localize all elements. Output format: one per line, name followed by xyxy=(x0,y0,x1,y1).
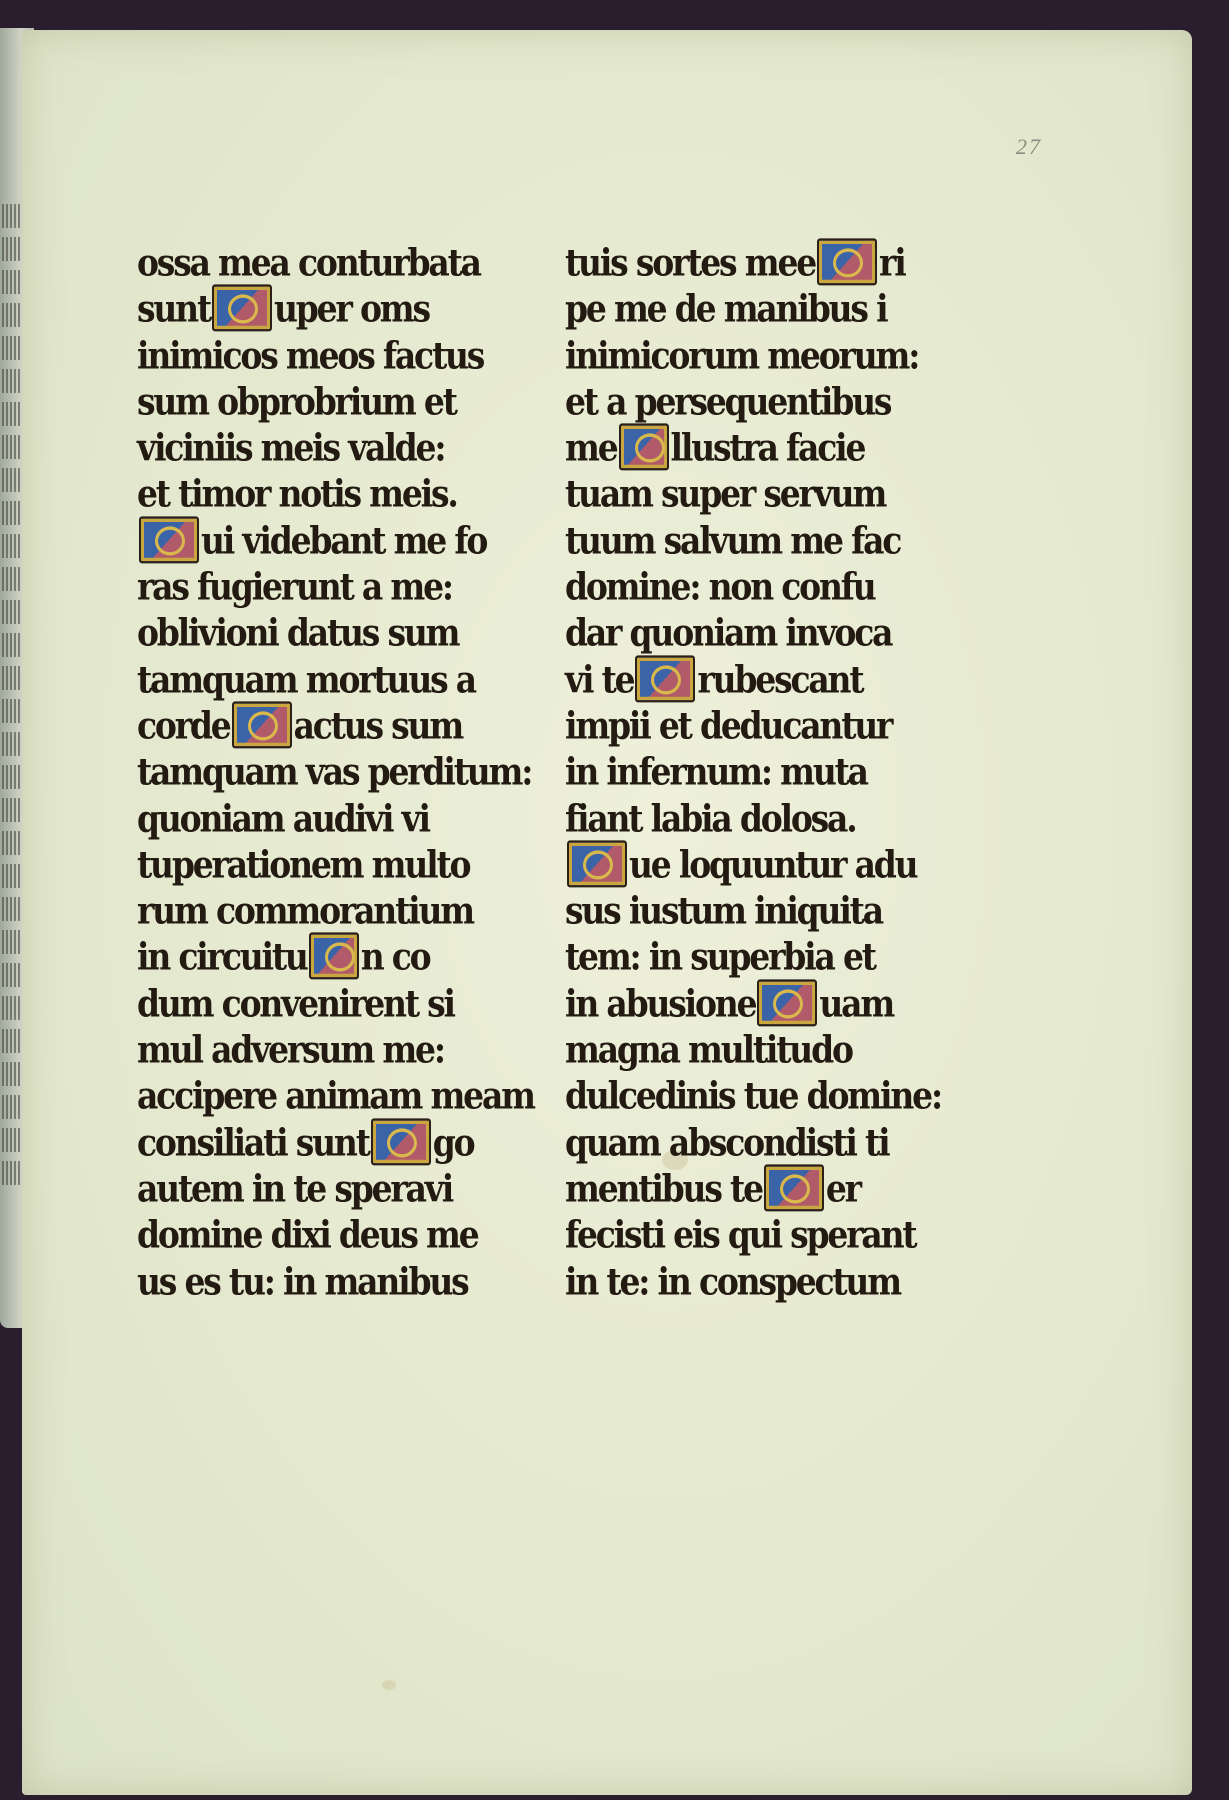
illuminated-initial xyxy=(817,238,877,285)
text-column-right xyxy=(565,240,945,1305)
line-text: fiant labia dolosa. xyxy=(565,796,856,840)
line-text: in infernum: muta xyxy=(565,749,867,794)
line-text: tuam super servum xyxy=(565,472,886,516)
line-text: sum obprobrium et xyxy=(137,379,456,424)
text-column-left xyxy=(137,240,534,1305)
line-text: er xyxy=(825,1166,860,1211)
line-text: in circuitu xyxy=(137,935,307,979)
folio-number: 27 xyxy=(1016,134,1042,159)
line-text: sus iustum iniquita xyxy=(565,888,882,933)
text-line xyxy=(565,793,945,845)
text-line xyxy=(565,1163,945,1215)
line-text: tamquam mortuus a xyxy=(137,657,475,701)
text-line xyxy=(565,469,945,521)
illuminated-initial xyxy=(139,516,199,563)
text-line xyxy=(137,330,517,382)
line-text: autem in te speravi xyxy=(137,1166,453,1211)
text-line xyxy=(137,515,517,567)
line-text: go xyxy=(432,1120,474,1164)
illuminated-initial xyxy=(619,424,669,471)
text-line xyxy=(137,608,517,660)
text-line xyxy=(565,700,945,752)
line-text: in abusione xyxy=(565,981,756,1026)
text-line xyxy=(137,1117,517,1169)
line-text: domine: non confu xyxy=(565,564,875,609)
line-text: ras fugierunt a me: xyxy=(137,564,452,609)
text-line xyxy=(137,422,517,474)
line-text: fecisti eis qui sperant xyxy=(565,1212,916,1257)
line-text: impii et deducantur xyxy=(565,703,892,748)
text-line xyxy=(137,284,517,336)
text-line xyxy=(137,1163,517,1215)
line-text: corde xyxy=(137,703,230,748)
text-line xyxy=(565,978,945,1030)
line-text: tem: in superbia et xyxy=(565,935,875,979)
line-text: magna multitudo xyxy=(565,1027,852,1072)
line-text: ui videbant me fo xyxy=(201,518,487,563)
text-line xyxy=(137,376,517,428)
line-text: oblivioni datus sum xyxy=(137,610,459,655)
text-line xyxy=(137,932,517,984)
text-line xyxy=(565,1256,945,1308)
line-text: quam abscondisti ti xyxy=(565,1120,889,1164)
text-line xyxy=(137,746,532,798)
illuminated-initial xyxy=(635,655,695,702)
line-text: me xyxy=(565,425,617,470)
line-text: tamquam vas perditum: xyxy=(137,749,532,794)
line-text: vi te xyxy=(565,657,634,701)
illuminated-initial xyxy=(371,1118,431,1165)
illuminated-initial xyxy=(232,701,292,748)
line-text: actus sum xyxy=(293,703,463,748)
text-line xyxy=(565,1024,945,1076)
text-line xyxy=(137,469,517,521)
line-text: domine dixi deus me xyxy=(137,1212,478,1257)
text-line xyxy=(565,284,945,336)
text-line xyxy=(565,932,945,984)
line-text: rum commorantium xyxy=(137,888,473,933)
text-line xyxy=(565,746,945,798)
line-text: mul adversum me: xyxy=(137,1027,444,1072)
text-line xyxy=(565,237,945,289)
line-text: llustra facie xyxy=(670,425,865,470)
text-line xyxy=(137,1256,517,1308)
text-line xyxy=(565,376,945,428)
text-line xyxy=(137,654,517,706)
text-line xyxy=(137,978,517,1030)
line-text: tuis sortes mee xyxy=(565,240,816,285)
line-text: consiliati sunt xyxy=(137,1120,369,1164)
line-text: n co xyxy=(360,935,430,979)
line-text: viciniis meis valde: xyxy=(137,425,445,470)
text-line xyxy=(565,608,945,660)
text-line xyxy=(137,839,517,891)
text-line xyxy=(137,1024,517,1076)
text-line xyxy=(565,654,945,706)
line-text: et a persequentibus xyxy=(565,379,891,424)
text-line xyxy=(565,1117,945,1169)
line-text: us es tu: in manibus xyxy=(137,1259,468,1303)
text-line xyxy=(565,515,945,567)
illuminated-initial xyxy=(764,1164,824,1211)
line-text: tuum salvum me fac xyxy=(565,518,901,563)
line-text: accipere animam meam xyxy=(137,1073,534,1118)
line-text: ue loquuntur adu xyxy=(629,842,917,887)
line-text: rubescant xyxy=(697,657,863,701)
line-text: ri xyxy=(879,240,905,285)
line-text: et timor notis meis. xyxy=(137,472,457,516)
text-line xyxy=(565,1209,945,1261)
line-text: dar quoniam invoca xyxy=(565,610,892,655)
stain xyxy=(382,1680,396,1690)
line-text: ossa mea conturbata xyxy=(137,240,480,285)
text-line xyxy=(137,793,517,845)
line-text: pe me de manibus i xyxy=(565,286,887,331)
line-text: inimicos meos factus xyxy=(137,333,484,377)
line-text: quoniam audivi vi xyxy=(137,796,429,840)
line-text: sunt xyxy=(137,286,211,331)
line-text: uper oms xyxy=(274,286,429,331)
line-text: dulcedinis tue domine: xyxy=(565,1073,941,1118)
text-line xyxy=(137,1071,534,1123)
text-line xyxy=(137,237,517,289)
line-text: inimicorum meorum: xyxy=(565,333,919,377)
text-line xyxy=(137,561,517,613)
text-line xyxy=(565,885,945,937)
text-line xyxy=(565,561,945,613)
illuminated-initial xyxy=(309,933,359,980)
line-text: uam xyxy=(819,981,894,1026)
text-line xyxy=(137,1209,517,1261)
line-text: in te: in conspectum xyxy=(565,1259,900,1303)
illuminated-initial xyxy=(212,285,272,332)
text-line xyxy=(137,885,517,937)
text-line xyxy=(565,839,945,891)
illuminated-initial xyxy=(757,979,817,1026)
text-line xyxy=(565,422,945,474)
text-line xyxy=(565,1071,945,1123)
line-text: mentibus te xyxy=(565,1166,762,1211)
text-line xyxy=(565,330,945,382)
text-line xyxy=(137,700,517,752)
illuminated-initial xyxy=(567,840,627,887)
line-text: dum convenirent si xyxy=(137,981,454,1026)
line-text: tuperationem multo xyxy=(137,842,470,887)
